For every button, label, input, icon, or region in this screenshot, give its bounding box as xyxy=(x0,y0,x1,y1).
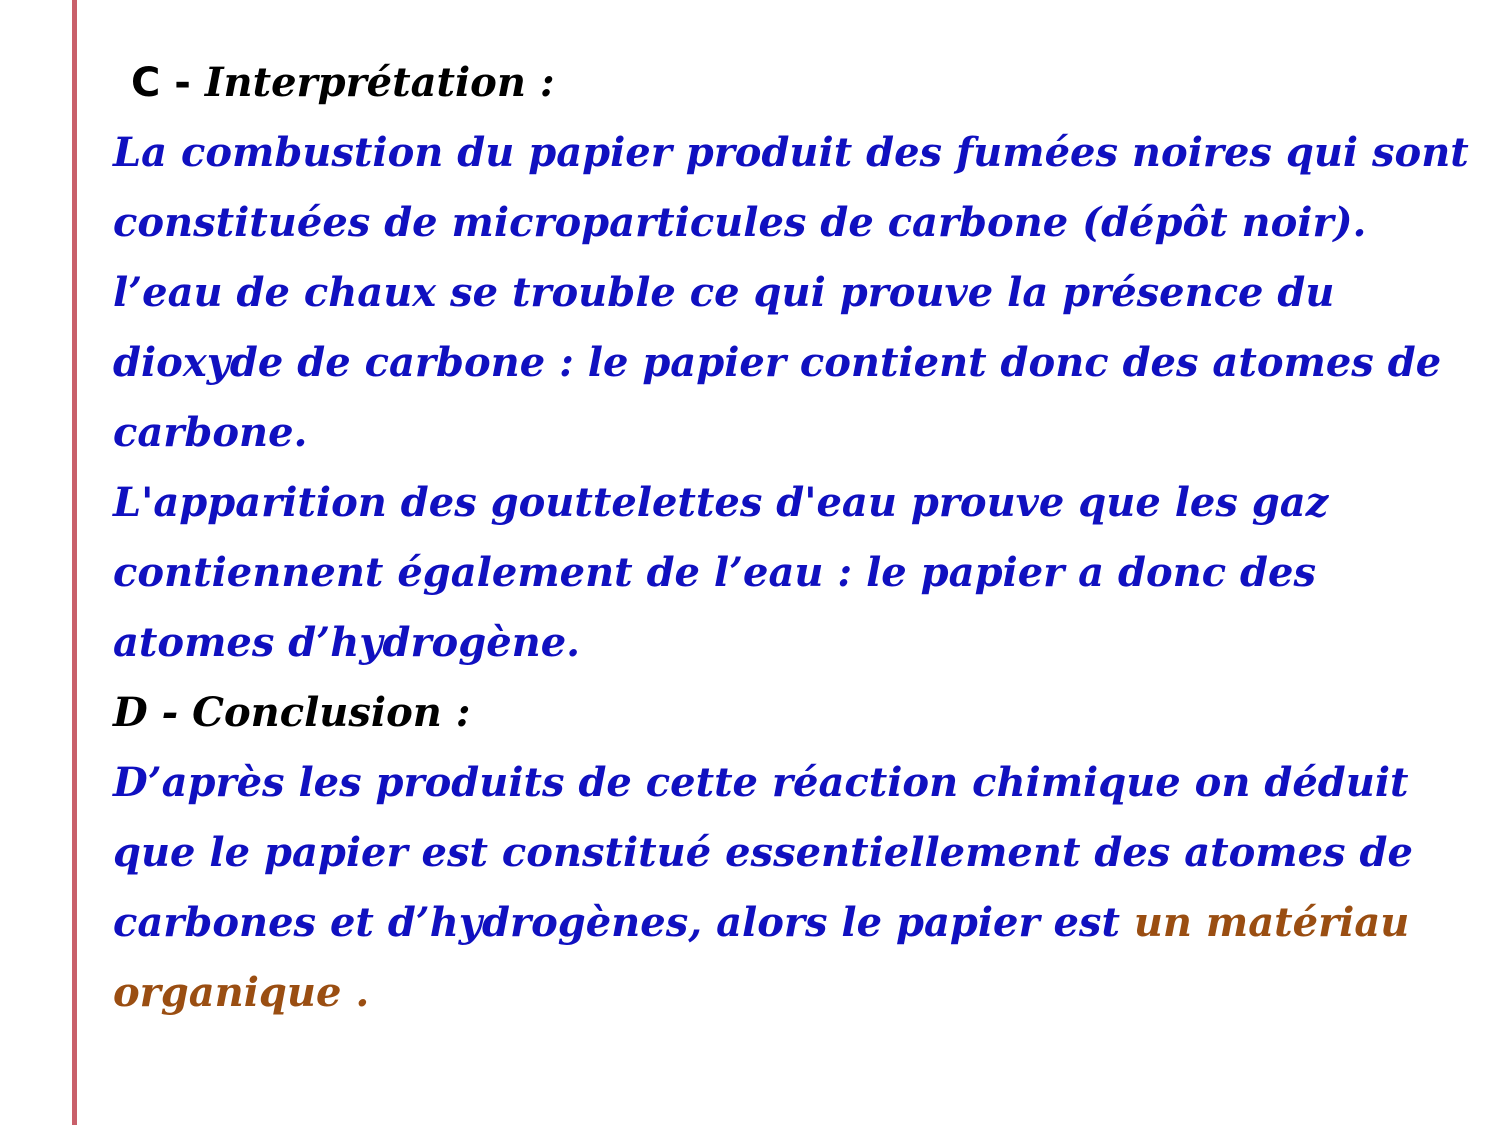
interpretation-paragraph-1: La combustion du papier produit des fumées noires qui sont constituées de microparticules de carbone (dépôt noir). xyxy=(113,129,1469,246)
conclusion-paragraph xyxy=(113,748,1473,1028)
margin-line xyxy=(72,0,77,1125)
section-d-title: Conclusion : xyxy=(192,689,471,736)
section-d-letter: D xyxy=(113,689,148,736)
conclusion-text: D’après les produits de cette réaction chimique on déduit que le papier est constitué essentiellement des atomes de carbones et d’hydrogènes, alors le papier est xyxy=(113,759,1413,946)
document-body xyxy=(113,48,1473,1028)
conclusion-highlight: un matériau organique . xyxy=(113,899,1410,1016)
interpretation-paragraph-2: l’eau de chaux se trouble ce qui prouve la présence du dioxyde de carbone : le papier contient donc des atomes de carbone. xyxy=(113,269,1442,456)
section-c-title: Interprétation : xyxy=(204,59,555,106)
section-c-heading xyxy=(113,48,1473,118)
section-c-letter: C xyxy=(131,60,161,106)
interpretation-paragraph-3: L'apparition des gouttelettes d'eau prouve que les gaz contiennent également de l’eau : le papier a donc des atomes d’hydrogène. xyxy=(113,479,1329,666)
section-d-separator: - xyxy=(147,689,193,736)
section-d-heading xyxy=(113,678,1473,748)
section-c-separator: - xyxy=(160,60,205,106)
